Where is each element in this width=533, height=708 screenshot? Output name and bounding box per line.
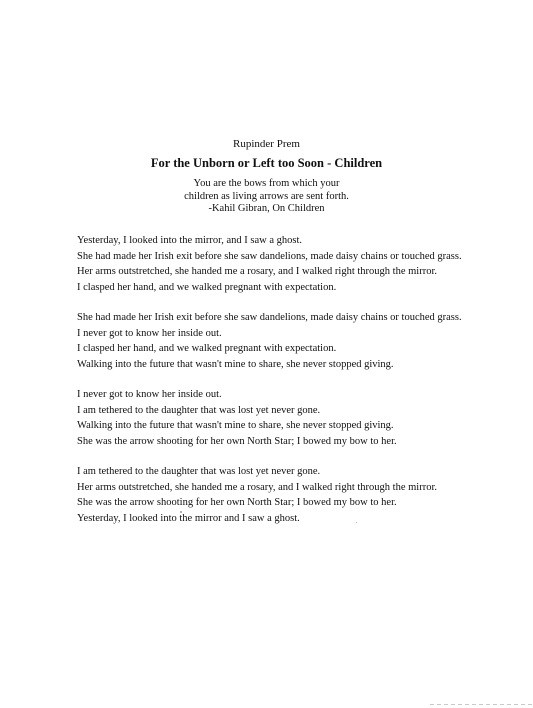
epigraph-line: children as living arrows are sent forth. bbox=[184, 190, 349, 202]
poem-line: Her arms outstretched, she handed me a rosary, and I walked right through the mirror. bbox=[77, 481, 437, 493]
poem-line: I never got to know her inside out. bbox=[77, 327, 222, 339]
stanza-3 bbox=[77, 387, 517, 449]
poem-line: Walking into the future that wasn't mine to share, she never stopped giving. bbox=[77, 420, 394, 431]
author-name: Rupinder Prem bbox=[233, 138, 300, 150]
poem-line: Walking into the future that wasn't mine to share, she never stopped giving. bbox=[77, 358, 394, 370]
stanza-2 bbox=[77, 310, 517, 372]
stanza-1 bbox=[77, 233, 517, 295]
poem-line: I clasped her hand, and we walked pregnant with expectation. bbox=[77, 281, 337, 293]
poem-title: For the Unborn or Left too Soon - Children bbox=[150, 156, 383, 170]
poem-line: Her arms outstretched, she handed me a rosary, and I walked right through the mirror. bbox=[77, 266, 437, 277]
poem-body bbox=[77, 233, 517, 541]
poem-line: I never got to know her inside out. bbox=[77, 389, 222, 400]
poem-line: She had made her Irish exit before she saw dandelions, made daisy chains or touched grass. bbox=[77, 250, 462, 262]
poem-line: I am tethered to the daughter that was lost yet never gone. bbox=[77, 466, 321, 477]
stanza-4 bbox=[77, 464, 517, 526]
poem-line: She was the arrow shooting for her own North Star; I bowed my bow to her. bbox=[77, 497, 397, 508]
scan-speck bbox=[356, 522, 357, 523]
scan-edge-artifact bbox=[430, 704, 533, 705]
epigraph bbox=[0, 178, 533, 216]
poem-line: I clasped her hand, and we walked pregnant with expectation. bbox=[77, 343, 337, 354]
poem-line: She had made her Irish exit before she saw dandelions, made daisy chains or touched grass. bbox=[77, 312, 462, 323]
poem-line: Yesterday, I looked into the mirror, and I saw a ghost. bbox=[77, 235, 302, 246]
poem-line: She was the arrow shooting for her own North Star; I bowed my bow to her. bbox=[77, 435, 397, 447]
scan-speck bbox=[180, 511, 182, 513]
poem-line: Yesterday, I looked into the mirror and I saw a ghost. bbox=[77, 512, 300, 524]
epigraph-line: You are the bows from which your bbox=[193, 178, 340, 189]
poem-line: I am tethered to the daughter that was lost yet never gone. bbox=[77, 404, 321, 416]
epigraph-attribution: -Kahil Gibran, On Children bbox=[208, 203, 325, 214]
